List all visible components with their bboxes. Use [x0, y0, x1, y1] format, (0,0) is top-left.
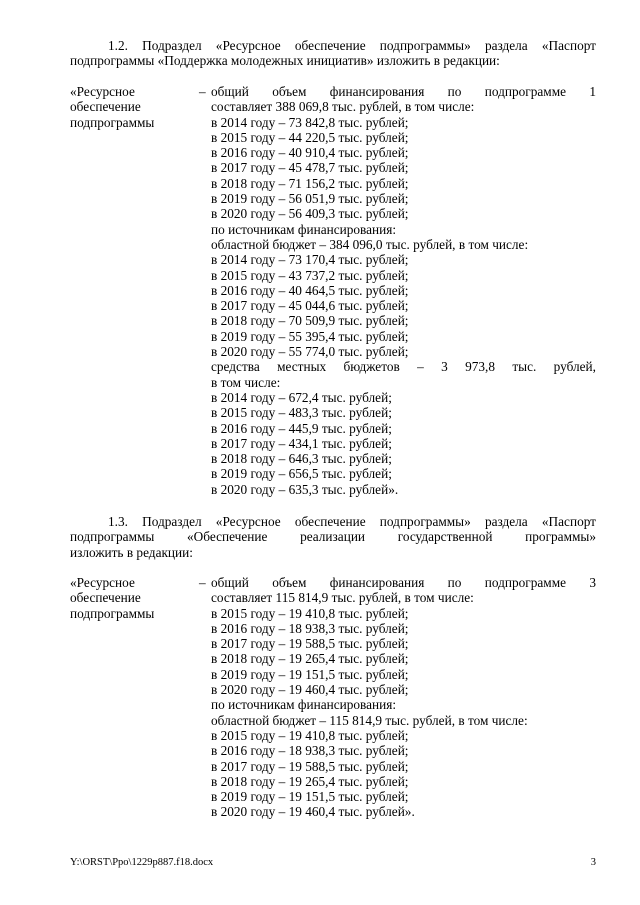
section-1-3-intro: [70, 514, 596, 560]
content-line: в том числе:: [211, 374, 281, 390]
intro-line: изложить в редакции:: [70, 544, 193, 560]
content-line: составляет 388 069,8 тыс. рублей, в том числе:: [211, 99, 475, 115]
content-line: общий объем финансирования по подпрограмме 1: [211, 84, 596, 99]
content-line: по источникам финансирования:: [211, 697, 397, 713]
content-line: в 2020 году – 56 409,3 тыс. рублей;: [211, 206, 409, 222]
dash-separator: –: [199, 84, 206, 99]
content-line: в 2014 году – 73 842,8 тыс. рублей;: [211, 114, 409, 130]
content-line: в 2018 году – 71 156,2 тыс. рублей;: [211, 175, 409, 191]
content-line: составляет 115 814,9 тыс. рублей, в том числе:: [211, 590, 474, 606]
content-line: в 2016 году – 18 938,3 тыс. рублей;: [211, 743, 409, 759]
row-label: [70, 575, 198, 621]
content-line: в 2020 году – 19 460,4 тыс. рублей;: [211, 682, 409, 698]
label-line: «Ресурсное: [70, 84, 135, 99]
row-content: [211, 575, 596, 820]
content-line: в 2018 году – 646,3 тыс. рублей;: [211, 451, 392, 467]
content-line: общий объем финансирования по подпрограмме 3: [211, 575, 596, 590]
content-line: областной бюджет – 115 814,9 тыс. рублей, в том числе:: [211, 712, 528, 728]
intro-line: подпрограммы «Поддержка молодежных инициатив» изложить в редакции:: [70, 53, 500, 69]
content-line: средства местных бюджетов – 3 973,8 тыс. рублей,: [211, 359, 596, 375]
content-line: в 2019 году – 19 151,5 тыс. рублей;: [211, 789, 409, 805]
content-line: областной бюджет – 384 096,0 тыс. рублей, в том числе:: [211, 236, 529, 252]
content-line: в 2017 году – 19 588,5 тыс. рублей;: [211, 758, 409, 774]
content-line: в 2017 году – 45 478,7 тыс. рублей;: [211, 160, 409, 176]
content-line: в 2014 году – 73 170,4 тыс. рублей;: [211, 252, 409, 268]
intro-line: 1.3. Подраздел «Ресурсное обеспечение подпрограммы» раздела «Паспорт: [108, 514, 596, 529]
label-line: обеспечение: [70, 590, 141, 606]
content-line: в 2020 году – 635,3 тыс. рублей».: [211, 481, 399, 497]
content-line: в 2019 году – 19 151,5 тыс. рублей;: [211, 666, 409, 682]
content-line: по источникам финансирования:: [211, 221, 397, 237]
content-line: в 2016 году – 18 938,3 тыс. рублей;: [211, 620, 409, 636]
content-line: в 2016 году – 40 910,4 тыс. рублей;: [211, 145, 409, 161]
file-path: Y:\ORST\Ppo\1229p887.f18.docx: [70, 857, 214, 868]
label-line: «Ресурсное: [70, 575, 135, 590]
content-line: в 2018 году – 19 265,4 тыс. рублей;: [211, 651, 409, 667]
content-line: в 2020 году – 55 774,0 тыс. рублей;: [211, 344, 409, 360]
label-line: подпрограммы: [70, 114, 155, 130]
dash-separator: –: [199, 575, 206, 590]
content-line: в 2016 году – 445,9 тыс. рублей;: [211, 420, 392, 436]
content-line: в 2017 году – 19 588,5 тыс. рублей;: [211, 636, 409, 652]
row-label: [70, 84, 198, 130]
content-line: в 2020 году – 19 460,4 тыс. рублей».: [211, 804, 415, 820]
content-line: в 2017 году – 434,1 тыс. рублей;: [211, 435, 392, 451]
content-line: в 2014 году – 672,4 тыс. рублей;: [211, 389, 392, 405]
content-line: в 2019 году – 656,5 тыс. рублей;: [211, 466, 392, 482]
content-line: в 2015 году – 43 737,2 тыс. рублей;: [211, 267, 409, 283]
label-line: обеспечение: [70, 99, 141, 115]
content-line: в 2015 году – 483,3 тыс. рублей;: [211, 405, 392, 421]
section-1-2-intro: [70, 38, 596, 69]
content-line: в 2018 году – 19 265,4 тыс. рублей;: [211, 773, 409, 789]
content-line: в 2018 году – 70 509,9 тыс. рублей;: [211, 313, 409, 329]
content-line: в 2019 году – 55 395,4 тыс. рублей;: [211, 328, 409, 344]
label-line: подпрограммы: [70, 605, 155, 621]
row-content: [211, 84, 596, 497]
content-line: в 2015 году – 19 410,8 тыс. рублей;: [211, 605, 409, 621]
content-line: в 2019 году – 56 051,9 тыс. рублей;: [211, 191, 409, 207]
content-line: в 2015 году – 44 220,5 тыс. рублей;: [211, 129, 409, 145]
page-number: 3: [590, 857, 596, 868]
intro-line: 1.2. Подраздел «Ресурсное обеспечение подпрограммы» раздела «Паспорт: [108, 38, 596, 53]
content-line: в 2015 году – 19 410,8 тыс. рублей;: [211, 727, 409, 743]
content-line: в 2016 году – 40 464,5 тыс. рублей;: [211, 282, 409, 298]
intro-line: подпрограммы «Обеспечение реализации государственной программы»: [70, 529, 596, 545]
content-line: в 2017 году – 45 044,6 тыс. рублей;: [211, 298, 409, 314]
